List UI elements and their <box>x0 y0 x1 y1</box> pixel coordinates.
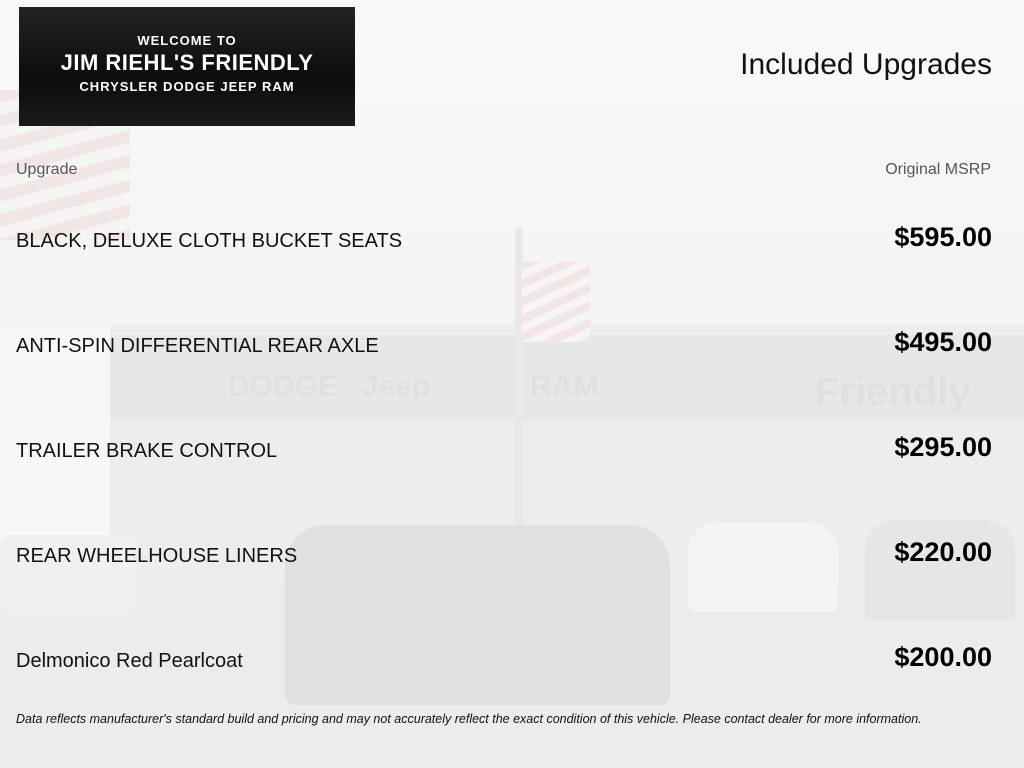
logo-dealer-name: JIM RIEHL'S FRIENDLY <box>60 50 314 75</box>
upgrade-row <box>16 642 992 682</box>
upgrade-price: $295.00 <box>894 432 992 462</box>
upgrade-row <box>16 432 992 472</box>
upgrade-name: REAR WHEELHOUSE LINERS <box>16 545 298 567</box>
upgrade-name: ANTI-SPIN DIFFERENTIAL REAR AXLE <box>16 335 379 357</box>
upgrade-price: $200.00 <box>894 642 992 672</box>
upgrade-row <box>16 222 992 262</box>
upgrade-price: $220.00 <box>894 537 992 567</box>
disclaimer-text: Data reflects manufacturer's standard build and pricing and may not accurately reflect the exact condition of this vehicle. Please contact dealer for more information. <box>16 712 922 726</box>
upgrade-name: Delmonico Red Pearlcoat <box>16 650 243 672</box>
upgrade-row <box>16 327 992 367</box>
upgrade-name: BLACK, DELUXE CLOTH BUCKET SEATS <box>16 230 403 252</box>
page-title: Included Upgrades <box>740 48 992 81</box>
logo-brands: CHRYSLER DODGE JEEP RAM <box>79 79 295 94</box>
column-header-msrp: Original MSRP <box>885 161 991 178</box>
column-header-upgrade: Upgrade <box>16 161 78 178</box>
logo-welcome-text: WELCOME TO <box>137 33 237 48</box>
upgrade-price: $495.00 <box>894 327 992 357</box>
dealership-background-photo: DODGE Jeep RAM Friendly <box>0 0 1024 768</box>
upgrade-price: $595.00 <box>894 222 992 252</box>
upgrade-row <box>16 537 992 577</box>
dealer-logo <box>19 7 355 126</box>
upgrade-name: TRAILER BRAKE CONTROL <box>16 440 278 462</box>
